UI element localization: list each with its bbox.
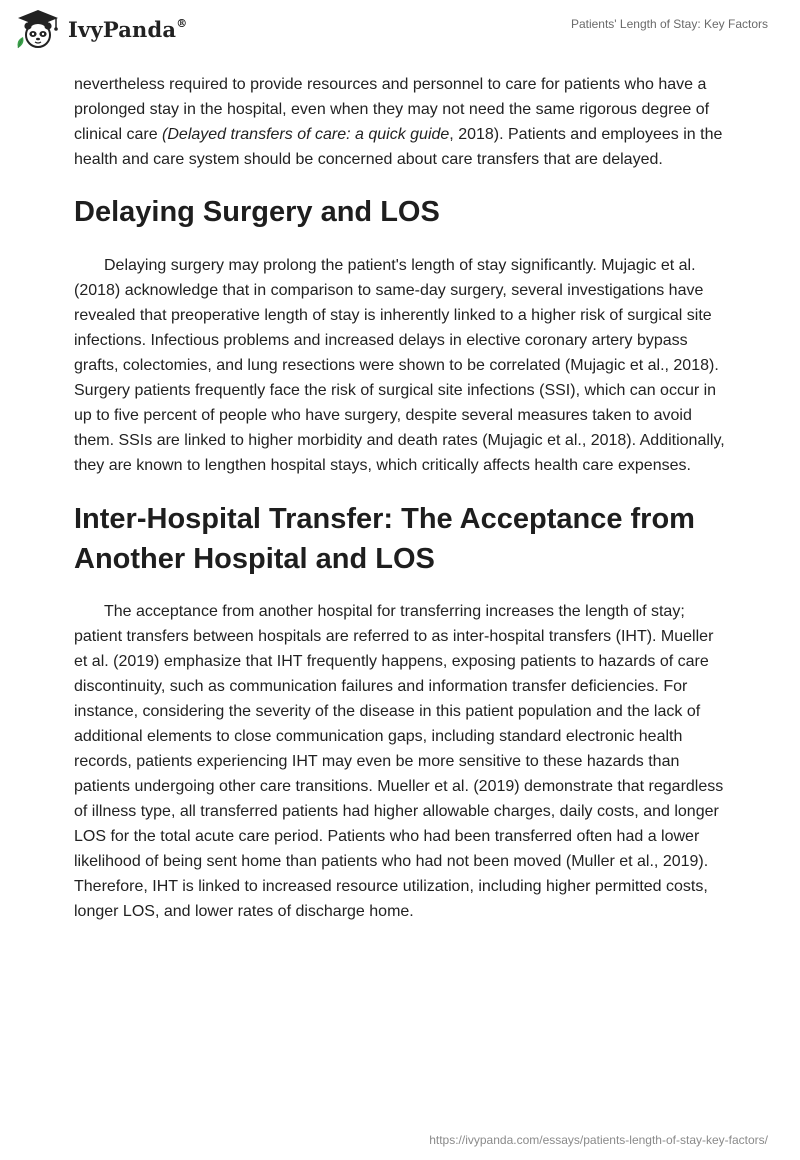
section-paragraph-inter-hospital-transfer: The acceptance from another hospital for transferring increases the length of stay; patient transfers between hospitals are referred to as inter-hospital transfers (IHT). Mueller et al. (2019) emphasize that IHT frequently happens, exposing patients to hazards of care discontinuity, such as communication failures and information transfer deficiencies. For instance, considering the severity of the disease in this patient population and the lack of additional elements to close communication gaps, including standard electronic health records, patients experiencing IHT may even be more sensitive to these hazards than patients undergoing other care transitions. Mueller et al. (2019) demonstrate that regardless of illness type, all transferred patients had higher allowable charges, daily costs, and longer LOS for the total acute care period. Patients who had been transferred often had a lower likelihood of being sent home than patients who had not been moved (Muller et al., 2019). Therefore, IHT is linked to increased resource utilization, including higher permitted costs, longer LOS, and lower rates of discharge home. xyxy=(74,603,724,920)
section-heading-inter-hospital-transfer: Inter-Hospital Transfer: The Acceptance from Another Hospital and LOS xyxy=(74,503,695,575)
page-header xyxy=(0,0,800,70)
document-title: Patients' Length of Stay: Key Factors xyxy=(570,17,768,31)
section-heading-delaying-surgery: Delaying Surgery and LOS xyxy=(74,196,440,228)
ivypanda-logo[interactable] xyxy=(14,8,187,50)
article-body xyxy=(74,72,728,924)
source-url-link[interactable]: https://ivypanda.com/essays/patients-length-of-stay-key-factors/ xyxy=(429,1133,768,1147)
italic-citation: (Delayed transfers of care: a quick guide xyxy=(162,126,450,143)
intro-paragraph: nevertheless required to provide resources and personnel to care for patients who have a prolonged stay in the hospital, even when they may not need the same rigorous degree of clinical care (Delayed transfers of care: a quick guide, 2018). Patients and employees in the health and care system should be concerned about care transfers that are delayed. xyxy=(74,76,723,168)
registered-mark: ® xyxy=(176,16,188,30)
panda-graduate-icon xyxy=(14,8,62,50)
logo-text: IvyPanda® xyxy=(68,16,188,42)
section-paragraph-delaying-surgery: Delaying surgery may prolong the patient's length of stay significantly. Mujagic et al. (2018) acknowledge that in comparison to same-day surgery, several investigations have revealed that preoperative length of stay is inherently linked to a higher risk of surgical site infections. Infectious problems and increased delays in elective coronary artery bypass grafts, colectomies, and lung resections were shown to be correlated (Mujagic et al., 2018). Surgery patients frequently face the risk of surgical site infections (SSI), which can occur in up to five percent of people who have surgery, despite several measures taken to avoid them. SSIs are linked to higher morbidity and death rates (Mujagic et al., 2018). Additionally, they are known to lengthen hospital stays, which critically affects health care expenses. xyxy=(74,257,725,474)
